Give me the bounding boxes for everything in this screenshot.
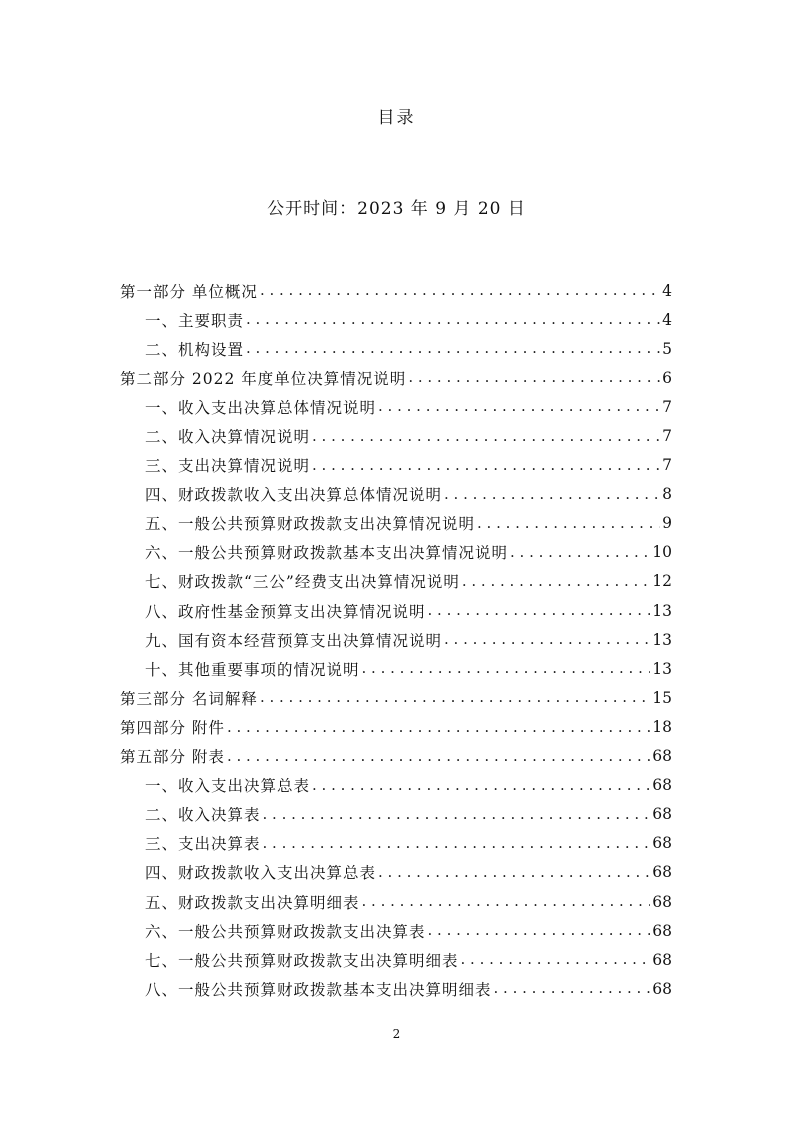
toc-entry[interactable]: [120, 800, 672, 829]
toc-entry[interactable]: [120, 945, 672, 974]
toc-entry[interactable]: [120, 887, 672, 916]
toc-entry[interactable]: [120, 712, 672, 741]
toc-entry-page: 13: [652, 659, 672, 678]
toc-entry[interactable]: [120, 451, 672, 480]
toc-dot-leader: [362, 661, 651, 683]
toc-entry-page: 7: [662, 427, 672, 446]
toc-entry-label: 四、财政拨款收入支出决算总体情况说明: [145, 486, 443, 505]
toc-dot-leader: [477, 516, 660, 538]
toc-entry-page: 68: [652, 921, 672, 940]
toc-entry-label: 第一部分 单位概况: [120, 282, 258, 301]
toc-entry-label: 二、收入决算情况说明: [145, 428, 311, 447]
publish-date: 公开时间：2023 年 9 月 20 日: [267, 199, 526, 219]
toc-entry-page: 7: [662, 456, 672, 475]
toc-entry-page: 9: [662, 514, 672, 533]
toc-entry[interactable]: [120, 829, 672, 858]
toc-entry-page: 7: [662, 397, 672, 416]
toc-entry[interactable]: [120, 392, 672, 421]
page-title: 目录: [377, 108, 416, 128]
toc-dot-leader: [444, 487, 660, 509]
toc-entry-label: 第二部分 2022 年度单位决算情况说明: [120, 369, 407, 388]
toc-entry-page: 68: [652, 805, 672, 824]
toc-dot-leader: [378, 399, 660, 421]
toc-entry-page: 10: [652, 543, 672, 562]
toc-entry[interactable]: [120, 742, 672, 771]
toc-entry[interactable]: [120, 916, 672, 945]
toc-entry-label: 一、收入支出决算总体情况说明: [145, 398, 377, 417]
toc-entry-page: 15: [652, 688, 672, 707]
toc-entry-page: 68: [652, 892, 672, 911]
toc-dot-leader: [461, 952, 651, 974]
toc-entry[interactable]: [120, 654, 672, 683]
toc-entry-page: 18: [652, 717, 672, 736]
toc-entry[interactable]: [120, 334, 672, 363]
toc-entry-label: 五、一般公共预算财政拨款支出决算情况说明: [145, 515, 476, 534]
toc-entry-label: 第三部分 名词解释: [120, 689, 258, 708]
toc-entry-page: 4: [662, 281, 672, 300]
toc-entry[interactable]: [120, 974, 672, 1003]
toc-dot-leader: [263, 807, 651, 829]
toc-entry-label: 二、收入决算表: [145, 806, 261, 825]
toc-dot-leader: [260, 283, 660, 305]
table-of-contents: [120, 276, 672, 1003]
toc-entry-page: 4: [662, 310, 672, 329]
toc-entry[interactable]: [120, 771, 672, 800]
toc-entry-label: 二、机构设置: [145, 340, 245, 359]
toc-dot-leader: [312, 778, 650, 800]
toc-dot-leader: [246, 312, 660, 334]
toc-entry[interactable]: [120, 305, 672, 334]
toc-entry-label: 三、支出决算情况说明: [145, 457, 311, 476]
toc-entry-page: 68: [652, 834, 672, 853]
toc-entry-page: 8: [662, 485, 672, 504]
toc-dot-leader: [362, 894, 651, 916]
toc-entry-page: 5: [662, 339, 672, 358]
toc-entry-label: 四、财政拨款收入支出决算总表: [145, 864, 377, 883]
toc-dot-leader: [494, 981, 651, 1003]
toc-entry-label: 六、一般公共预算财政拨款基本支出决算情况说明: [145, 544, 509, 563]
toc-entry[interactable]: [120, 538, 672, 567]
toc-dot-leader: [263, 836, 651, 858]
toc-dot-leader: [428, 603, 651, 625]
toc-dot-leader: [510, 545, 650, 567]
toc-entry[interactable]: [120, 480, 672, 509]
toc-dot-leader: [312, 458, 660, 480]
toc-entry-page: 68: [652, 776, 672, 795]
toc-entry-label: 八、一般公共预算财政拨款基本支出决算明细表: [145, 980, 492, 999]
toc-entry-page: 13: [652, 601, 672, 620]
toc-entry-label: 九、国有资本经营预算支出决算情况说明: [145, 631, 443, 650]
toc-entry-page: 68: [652, 950, 672, 969]
toc-entry-label: 五、财政拨款支出决算明细表: [145, 893, 360, 912]
toc-dot-leader: [312, 429, 660, 451]
toc-entry-label: 三、支出决算表: [145, 835, 261, 854]
toc-entry[interactable]: [120, 276, 672, 305]
toc-entry-label: 十、其他重要事项的情况说明: [145, 660, 360, 679]
toc-entry[interactable]: [120, 509, 672, 538]
toc-entry-label: 八、政府性基金预算支出决算情况说明: [145, 602, 426, 621]
toc-entry[interactable]: [120, 858, 672, 887]
toc-entry-page: 13: [652, 630, 672, 649]
toc-entry-page: 68: [652, 863, 672, 882]
toc-dot-leader: [227, 749, 650, 771]
toc-entry-page: 68: [652, 979, 672, 998]
toc-entry-label: 七、财政拨款“三公”经费支出决算情况说明: [145, 573, 460, 592]
toc-dot-leader: [378, 865, 650, 887]
toc-entry[interactable]: [120, 625, 672, 654]
toc-dot-leader: [408, 370, 660, 392]
toc-entry-page: 68: [652, 747, 672, 766]
toc-entry-label: 一、收入支出决算总表: [145, 777, 311, 796]
toc-entry[interactable]: [120, 567, 672, 596]
toc-entry[interactable]: [120, 363, 672, 392]
toc-entry-label: 一、主要职责: [145, 311, 245, 330]
toc-entry-label: 六、一般公共预算财政拨款支出决算表: [145, 922, 426, 941]
toc-dot-leader: [227, 720, 650, 742]
toc-entry-page: 6: [662, 368, 672, 387]
toc-dot-leader: [260, 690, 650, 712]
toc-entry-label: 第四部分 附件: [120, 718, 225, 737]
toc-entry-page: 12: [652, 572, 672, 591]
toc-entry[interactable]: [120, 596, 672, 625]
toc-entry-label: 七、一般公共预算财政拨款支出决算明细表: [145, 951, 459, 970]
toc-entry[interactable]: [120, 421, 672, 450]
toc-dot-leader: [246, 341, 660, 363]
toc-dot-leader: [428, 923, 651, 945]
toc-dot-leader: [444, 632, 650, 654]
toc-entry[interactable]: [120, 683, 672, 712]
toc-dot-leader: [462, 574, 650, 596]
toc-entry-label: 第五部分 附表: [120, 748, 225, 767]
page-number: 2: [392, 1027, 401, 1041]
